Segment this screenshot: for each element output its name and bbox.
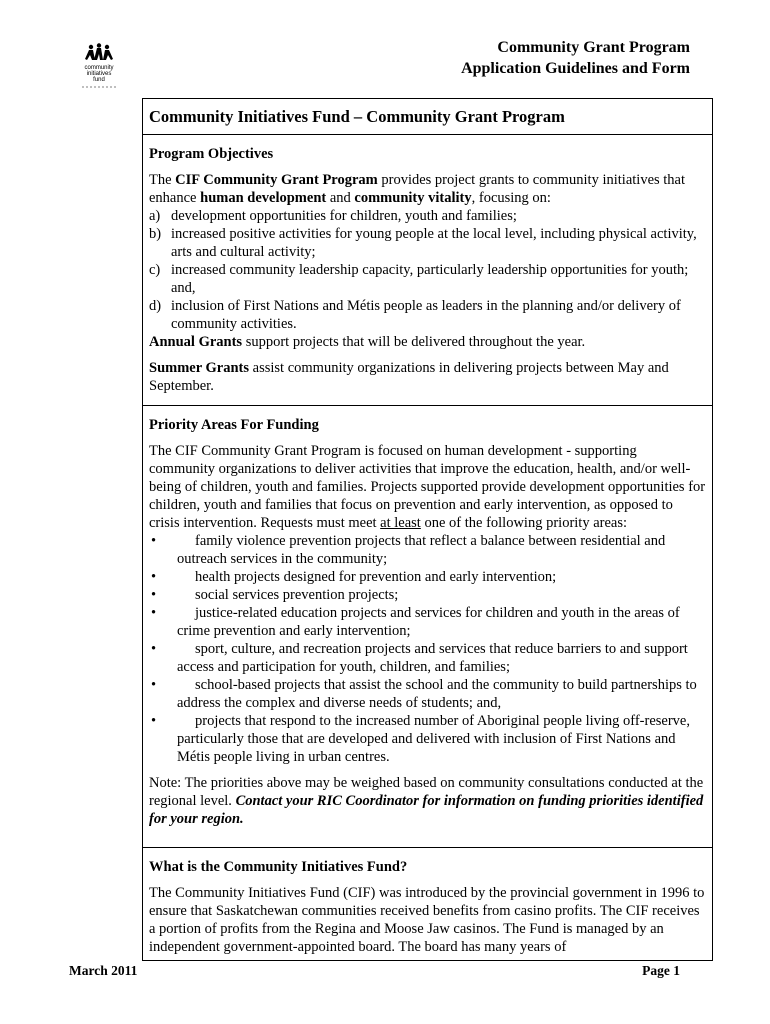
objectives-intro: The CIF Community Grant Program provides project grants to community initiatives that enhance human development and community vitality, focusing on: (149, 172, 686, 206)
priority-item: • school-based projects that assist the school and the community to build partnerships to address the complex and diverse needs of students; and, (151, 677, 697, 711)
section-program-objectives (143, 135, 712, 406)
document-header (461, 37, 690, 79)
header-title-1: Community Grant Program (497, 39, 690, 56)
logo-text-1: community (84, 65, 114, 71)
logo-text-3: fund (93, 77, 105, 83)
objective-item: a) development opportunities for children, youth and families; (149, 208, 517, 224)
summer-grants-text: Summer Grants assist community organizations in delivering projects between May and September. (149, 360, 669, 394)
priority-item: • family violence prevention projects that reflect a balance between residential and outreach services in the community; (151, 533, 666, 567)
objective-item: c) increased community leadership capacity, particularly leadership opportunities for youth; and, (149, 262, 689, 296)
objective-item: d) inclusion of First Nations and Métis people as leaders in the planning and/or delivery of community activities. (149, 298, 681, 332)
priority-intro: The CIF Community Grant Program is focused on human development - supporting community organizations to deliver activities that improve the education, health, and/or well-being of children, youth and families. Projects supported provide development opportunities for children, youth and families that focus on prevention and early intervention, as opposed to crisis intervention. Requests must meet at least one of the following priority areas: (149, 443, 706, 531)
what-is-cif-text: The Community Initiatives Fund (CIF) was introduced by the provincial government in 1996 to ensure that Saskatchewan communities received benefits from casino profits. The CIF receives a portion of profits from the Regina and Moose Jaw casinos. The Fund is managed by an independent government-appointed board. The board has many years of (149, 885, 705, 955)
priority-item: • social services prevention projects; (151, 587, 399, 603)
section-what-is-cif (143, 848, 712, 961)
what-is-cif-heading: What is the Community Initiatives Fund? (149, 859, 408, 875)
priority-item: • sport, culture, and recreation projects and services that reduce barriers to and support access and participation for youth, children, and families; (151, 641, 688, 675)
section-priority-areas (143, 406, 712, 848)
objective-item: b) increased positive activities for young people at the local level, including physical activity, arts and cultural activity; (149, 226, 697, 260)
priority-item: • projects that respond to the increased number of Aboriginal people living off-reserve, particularly those that are developed and delivered with inclusion of First Nations and Métis people living in urban centres. (151, 713, 690, 765)
priority-areas-heading: Priority Areas For Funding (149, 417, 319, 433)
cif-logo (76, 42, 122, 90)
content-frame (142, 98, 713, 961)
priority-item: • health projects designed for prevention and early intervention; (151, 569, 557, 585)
footer-date: March 2011 (69, 963, 138, 978)
annual-grants-text: Annual Grants support projects that will be delivered throughout the year. (149, 334, 586, 350)
footer-page-number: Page 1 (642, 963, 680, 978)
priority-item: • justice-related education projects and services for children and youth in the areas of crime prevention and early intervention; (151, 605, 680, 639)
logo-text-2: initiatives (86, 71, 112, 77)
program-objectives-heading: Program Objectives (149, 146, 274, 162)
priority-note: Note: The priorities above may be weighed based on community consultations conducted at the regional level. Contact your RIC Coordinator for information on funding priorities identified for your region. (149, 775, 704, 827)
frame-title: Community Initiatives Fund – Community Grant Program (143, 99, 712, 135)
header-title-2: Application Guidelines and Form (461, 60, 690, 77)
